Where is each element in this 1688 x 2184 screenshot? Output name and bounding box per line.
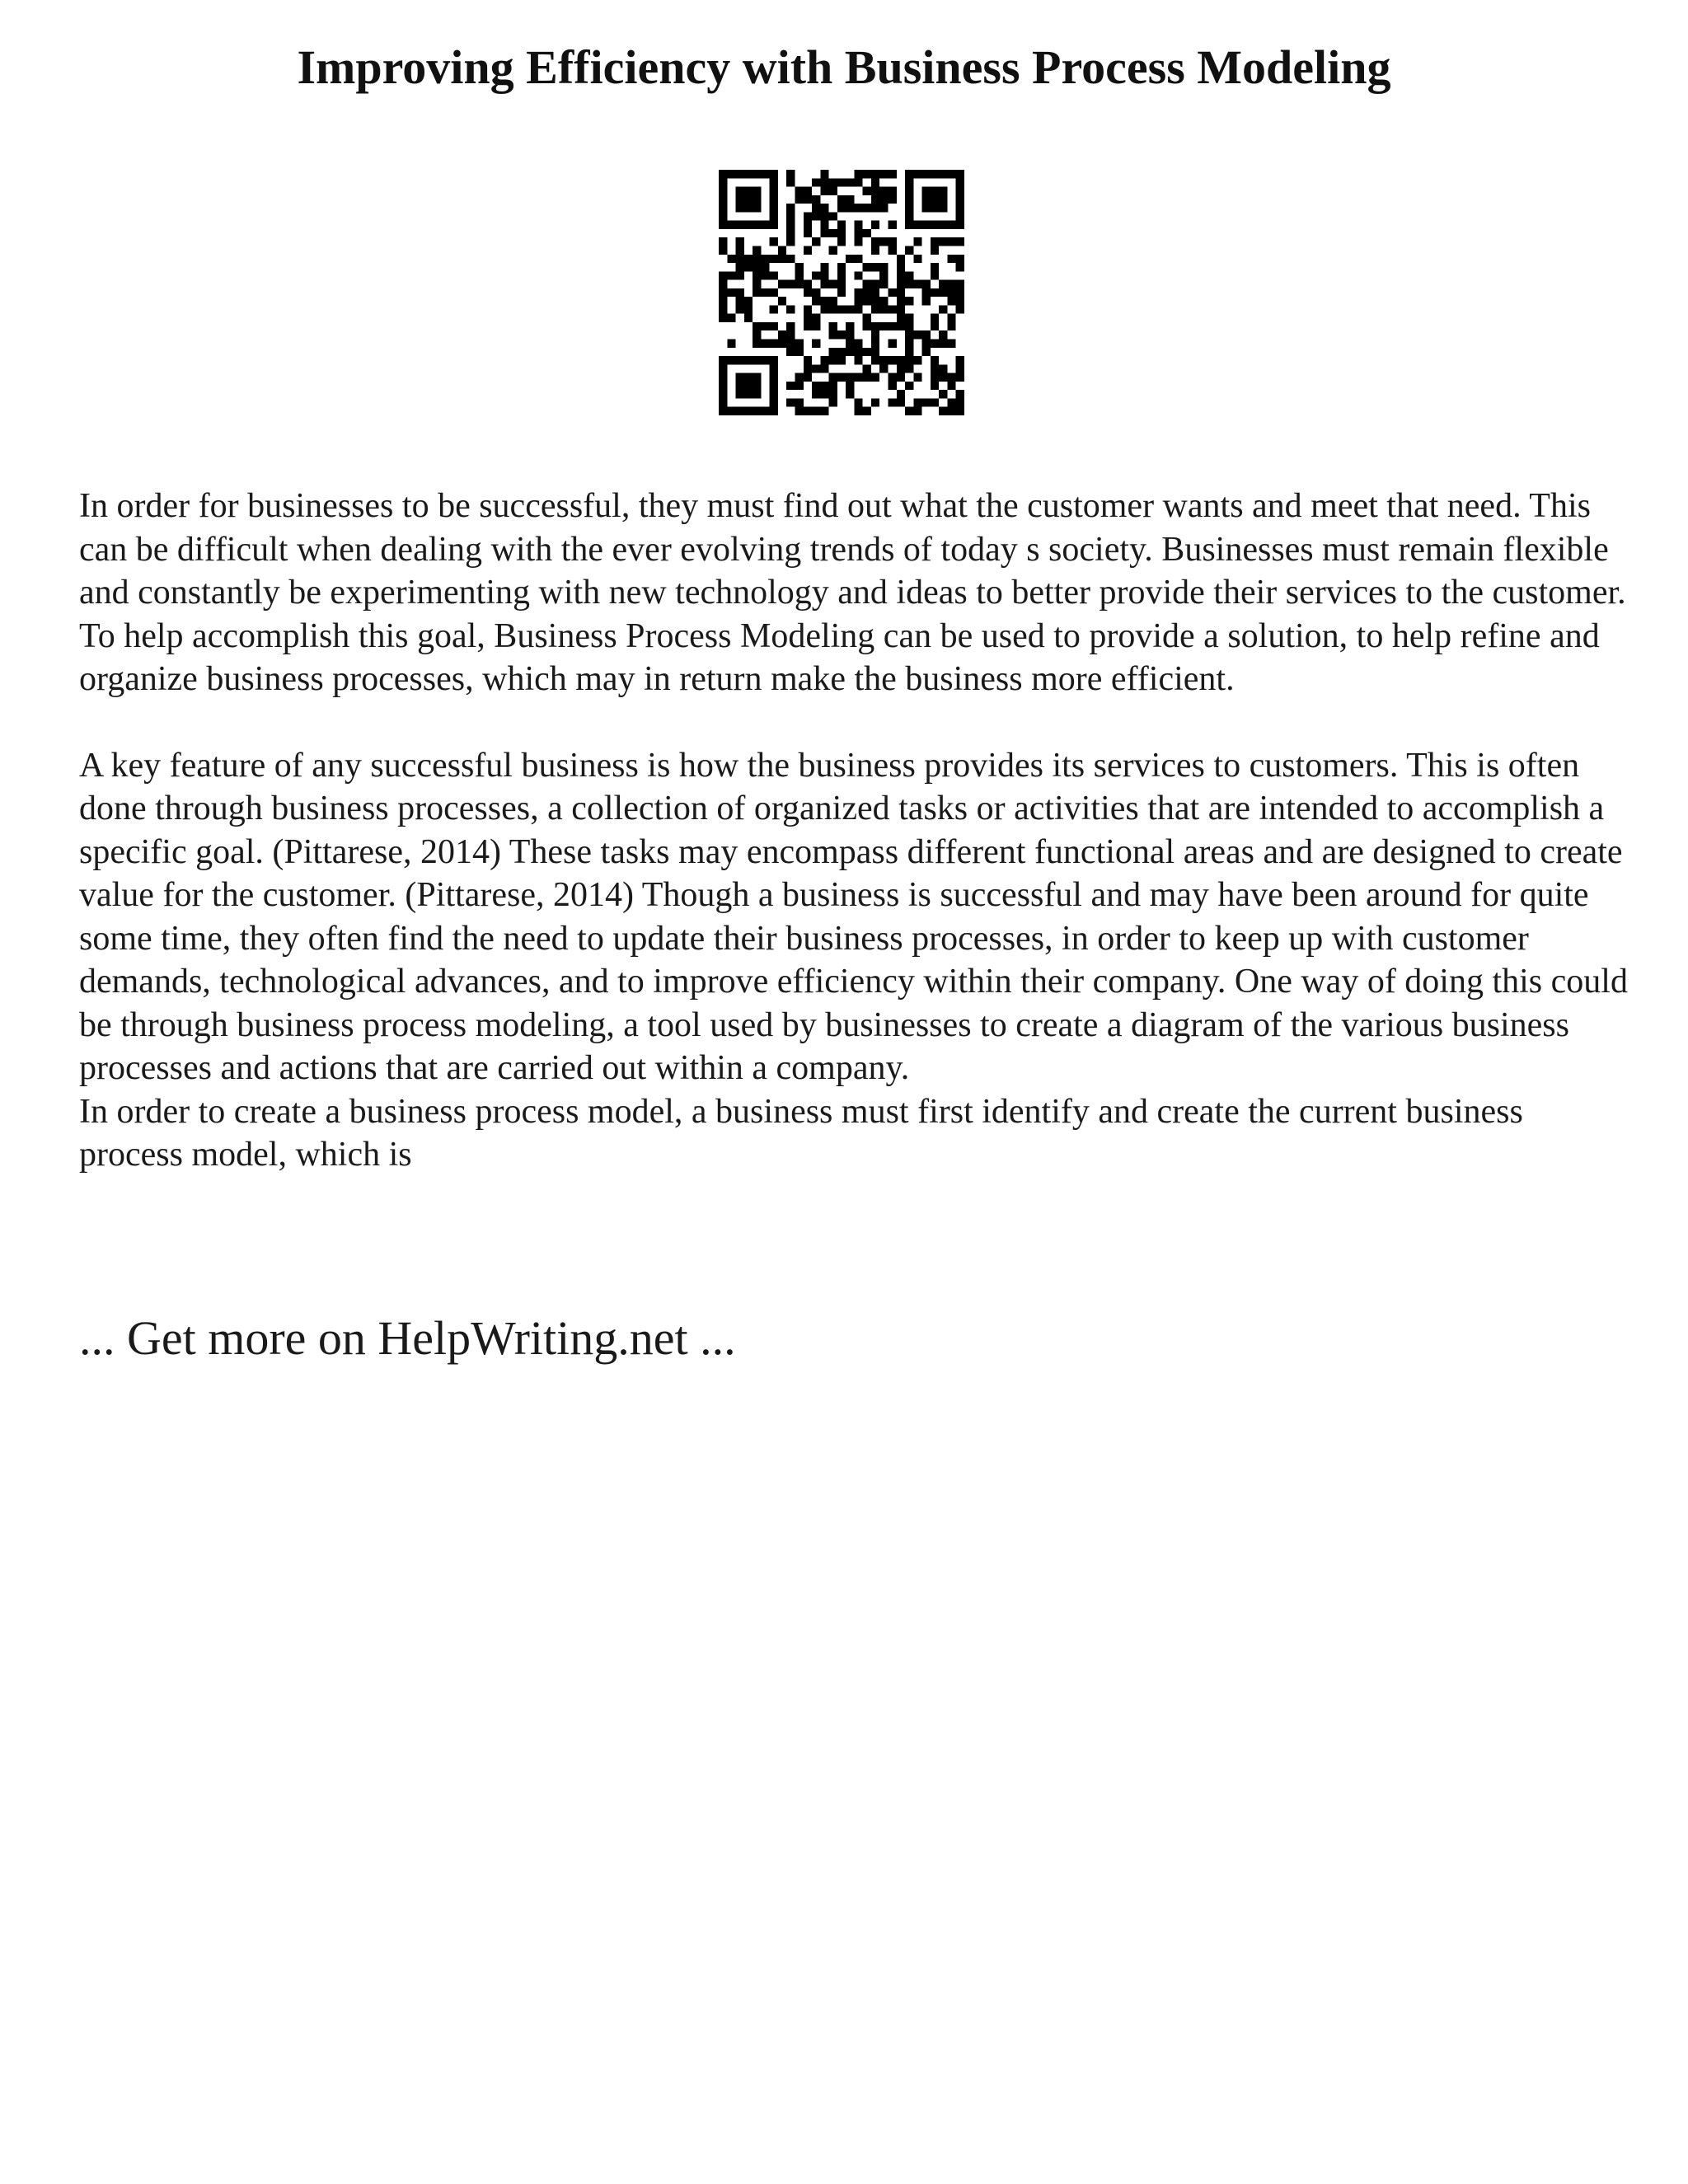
paragraph-2: A key feature of any successful business is how the business provides its services to customers. This is often done through business processes, a collection of organized tasks or activities that are intended to accomplish a specific goal. (Pittarese, 2014) These tasks may encompass different functional areas and are designed to create value for the customer. (Pittarese, 2014) Though a business is successful and may have been around for quite some time, they often find the need to update their business processes, in order to keep up with customer demands, technological advances, and to improve efficiency within their company. One way of doing this could be through business process modeling, a tool used by businesses to create a diagram of the various business processes and actions that are carried out within a company. — [79, 746, 1628, 1087]
paragraph-1: In order for businesses to be successful, they must find out what the customer wants and meet that need. This can be difficult when dealing with the ever evolving trends of today s society. Businesses must remain flexible and constantly be experimenting with new technology and ideas to better provide their services to the customer. To help accomplish this goal, Business Process Modeling can be used to provide a solution, to help refine and organize business processes, which may in return make the business more efficient. — [79, 487, 1626, 698]
body-text — [79, 485, 1629, 1177]
page-title: Improving Efficiency with Business Process Modeling — [297, 40, 1391, 94]
get-more-link[interactable]: ... Get more on HelpWriting.net ... — [79, 1311, 736, 1365]
paragraph-3: In order to create a business process model, a business must first identify and create the current business process model, which is — [79, 1092, 1523, 1174]
qr-code-icon — [719, 170, 964, 415]
